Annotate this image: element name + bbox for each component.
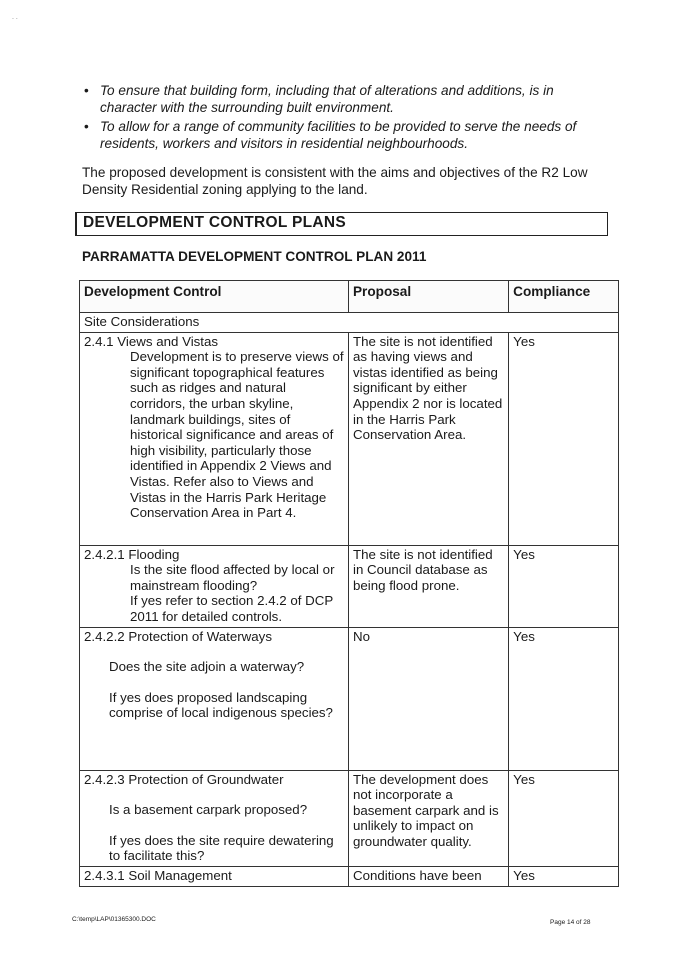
bullet-icon: • xyxy=(84,83,89,98)
control-heading: 2.4.1 Views and Vistas xyxy=(84,333,219,349)
control-body: Development is to preserve views of significant topographical features such as ridges and natural corridors, the urban skyline, landmark buildings, sites of historical significance and areas of high visibility, particularly those identified in Appendix 2 Views and Vistas. Refer also to Views and Vistas in the Harris Park Heritage Conservation Area in Part 4. xyxy=(130,349,344,521)
control-cell xyxy=(80,545,349,627)
control-body: Is the site flood affected by local or mainstream flooding? xyxy=(130,562,335,593)
proposal-cell: The development does not incorporate a basement carpark and is unlikely to impact on groundwater quality. xyxy=(348,770,508,866)
table-row xyxy=(80,627,619,770)
bullet-icon: • xyxy=(84,119,89,134)
table-row xyxy=(80,866,619,886)
section-row-label: Site Considerations xyxy=(80,313,619,333)
compliance-cell: Yes xyxy=(509,627,619,770)
proposal-cell: Conditions have been xyxy=(348,866,508,886)
proposal-cell: The site is not identified in Council database as being flood prone. xyxy=(348,545,508,627)
control-heading: 2.4.2.2 Protection of Waterways xyxy=(84,628,272,644)
table-header-row xyxy=(80,281,619,313)
plan-title: PARRAMATTA DEVELOPMENT CONTROL PLAN 2011 xyxy=(82,249,427,264)
table-row xyxy=(80,545,619,627)
compliance-cell: Yes xyxy=(509,866,619,886)
table-row xyxy=(80,770,619,866)
proposal-cell: The site is not identified as having views and vistas identified as being significant by either Appendix 2 nor is located in the Harris Park Conservation Area. xyxy=(348,332,508,545)
control-cell xyxy=(80,332,349,545)
objectives-bullet-list xyxy=(82,82,607,154)
compliance-cell: Yes xyxy=(509,332,619,545)
bullet-text: To allow for a range of community facilities to be provided to serve the needs of residents, workers and visitors in residential neighbourhoods. xyxy=(100,119,577,151)
control-body: If yes does proposed landscaping comprise of local indigenous species? xyxy=(109,689,333,721)
section-heading: DEVELOPMENT CONTROL PLANS xyxy=(83,214,346,231)
bullet-text: To ensure that building form, including that of alterations and additions, is in character with the surrounding built environment. xyxy=(100,83,554,115)
footer-file-path: C:\temp\LAP\01365300.DOC xyxy=(72,916,156,923)
bullet-item xyxy=(82,118,607,152)
control-cell xyxy=(80,627,349,770)
footer-page-number: Page 14 of 28 xyxy=(550,919,591,926)
bullet-item xyxy=(82,82,607,116)
table-row xyxy=(80,332,619,545)
control-body: If yes refer to section 2.4.2 of DCP 2011 for detailed controls. xyxy=(130,593,333,624)
section-heading-box xyxy=(75,212,608,236)
compliance-cell: Yes xyxy=(509,545,619,627)
control-body: Is a basement carpark proposed? xyxy=(109,802,308,818)
control-heading: 2.4.2.3 Protection of Groundwater xyxy=(84,771,284,787)
control-body: Does the site adjoin a waterway? xyxy=(109,659,305,675)
header-development-control: Development Control xyxy=(80,281,349,313)
scan-corner-mark: . . xyxy=(12,14,18,21)
section-row xyxy=(80,313,619,333)
control-cell xyxy=(80,770,349,866)
control-cell: 2.4.3.1 Soil Management xyxy=(80,866,349,886)
proposal-cell: No xyxy=(348,627,508,770)
zoning-consistency-paragraph: The proposed development is consistent with the aims and objectives of the R2 Low Density Residential zoning applying to the land. xyxy=(82,165,588,197)
development-control-table xyxy=(79,280,619,887)
control-body: If yes does the site require dewatering to facilitate this? xyxy=(109,832,334,864)
compliance-cell: Yes xyxy=(509,770,619,866)
control-heading: 2.4.2.1 Flooding xyxy=(84,546,180,562)
header-compliance: Compliance xyxy=(509,281,619,313)
header-proposal: Proposal xyxy=(348,281,508,313)
